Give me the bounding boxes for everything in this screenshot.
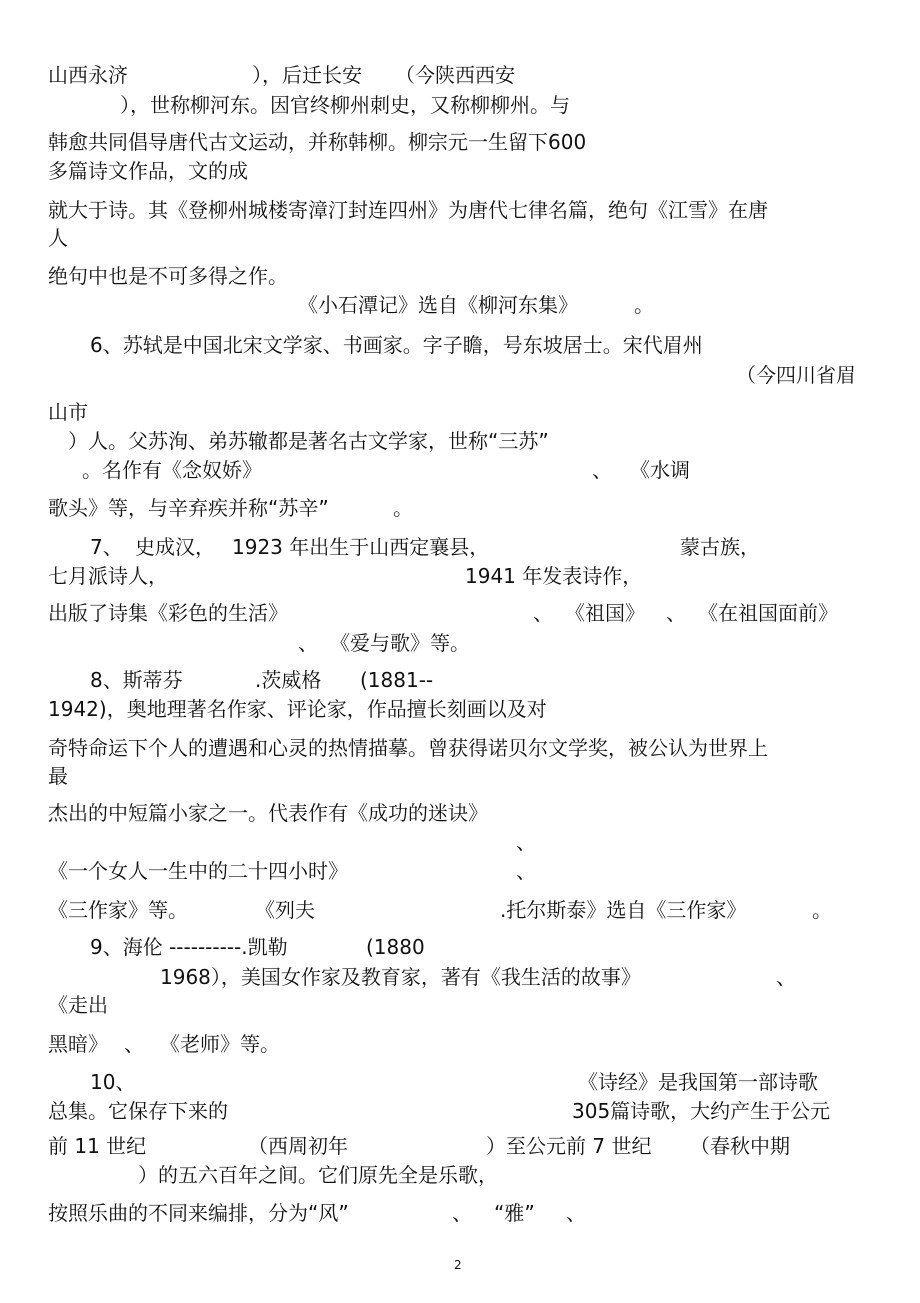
text-line: 出版了诗集《彩色的生活》 bbox=[48, 601, 288, 625]
text-line: 6、苏轼是中国北宋文学家、书画家。字子瞻，号东坡居士。宋代眉州 bbox=[90, 333, 703, 357]
text-line: 、 bbox=[452, 1201, 472, 1225]
text-line: 就大于诗。其《登柳州城楼寄漳汀封连四州》为唐代七律名篇，绝句《江雪》在唐 bbox=[48, 198, 768, 222]
text-line: （今四川省眉 bbox=[736, 363, 856, 387]
text-line: 、 bbox=[124, 1032, 144, 1056]
text-line: ）至公元前 7 世纪 bbox=[486, 1134, 652, 1158]
text-line: (1880 bbox=[366, 935, 425, 959]
text-line: 《三作家》等。 bbox=[48, 898, 188, 922]
text-line: 、 bbox=[298, 631, 318, 655]
text-line: 1941 年发表诗作， bbox=[465, 564, 643, 588]
text-line: 10、 bbox=[90, 1070, 136, 1094]
page-number: 2 bbox=[454, 1258, 462, 1272]
text-line: 最 bbox=[48, 764, 68, 788]
text-line: 按照乐曲的不同来编排，分为“风” bbox=[48, 1201, 349, 1225]
text-line: 、 bbox=[516, 859, 536, 883]
text-line: 7、 bbox=[90, 535, 123, 559]
text-line: 1923 年出生于山西定襄县， bbox=[232, 535, 490, 559]
text-line: ）的五六百年之间。它们原先全是乐歌， bbox=[138, 1163, 498, 1187]
text-line: 、 bbox=[516, 830, 536, 854]
text-line: 《在祖国面前》 bbox=[698, 601, 838, 625]
text-line: 、 bbox=[776, 965, 796, 989]
text-line: 《老师》等。 bbox=[160, 1032, 280, 1056]
text-line: 、 bbox=[566, 1201, 586, 1225]
text-line: 歌头》等，与辛弃疾并称“苏辛” bbox=[48, 496, 329, 520]
text-line: “雅” bbox=[494, 1201, 535, 1225]
text-line: 蒙古族， bbox=[680, 535, 760, 559]
text-line: 《爱与歌》等。 bbox=[330, 631, 470, 655]
text-line: 。 bbox=[393, 496, 413, 520]
text-line: 《水调 bbox=[630, 458, 690, 482]
text-line: (1881-- bbox=[360, 668, 434, 692]
text-line: （西周初年 bbox=[248, 1134, 348, 1158]
text-line: 1942)，奥地理著名作家、评论家，作品擅长刻画以及对 bbox=[48, 697, 547, 721]
text-line: 奇特命运下个人的遭遇和心灵的热情描摹。曾获得诺贝尔文学奖，被公认为世界上 bbox=[48, 736, 768, 760]
text-line: 。 bbox=[812, 898, 832, 922]
text-line: 《小石潭记》选自《柳河东集》 bbox=[298, 293, 578, 317]
text-line: 1968），美国女作家及教育家，著有《我生活的故事》 bbox=[160, 965, 641, 989]
text-line: 《走出 bbox=[48, 993, 108, 1017]
text-line: 、 bbox=[592, 458, 612, 482]
text-line: 山西永济 bbox=[48, 63, 128, 87]
text-line: 305篇诗歌，大约产生于公元 bbox=[572, 1099, 831, 1123]
text-line: 人 bbox=[48, 226, 68, 250]
text-line: 《一个女人一生中的二十四小时》 bbox=[48, 859, 348, 883]
text-line: 9、海伦 ----------.凯勒 bbox=[90, 935, 288, 959]
text-line: ），世称柳河东。因官终柳州刺史，又称柳柳州。与 bbox=[120, 93, 570, 117]
text-line: 。名作有《念奴娇》 bbox=[82, 458, 262, 482]
text-line: ）人。父苏洵、弟苏辙都是著名古文学家，世称“三苏” bbox=[68, 429, 549, 453]
text-line: 《诗经》是我国第一部诗歌 bbox=[578, 1070, 818, 1094]
text-line: 韩愈共同倡导唐代古文运动，并称韩柳。柳宗元一生留下600 bbox=[48, 130, 587, 154]
text-line: 七月派诗人， bbox=[48, 564, 168, 588]
text-line: ），后迁长安 bbox=[252, 63, 362, 87]
text-line: .托尔斯泰》选自《三作家》 bbox=[500, 898, 747, 922]
text-line: 黑暗》 bbox=[48, 1032, 108, 1056]
text-line: 前 11 世纪 bbox=[48, 1134, 147, 1158]
text-line: 8、斯蒂芬 bbox=[90, 668, 183, 692]
text-line: 杰出的中短篇小家之一。代表作有《成功的迷诀》 bbox=[48, 801, 488, 825]
text-line: 史成汉， bbox=[135, 535, 215, 559]
text-line: 。 bbox=[634, 293, 654, 317]
text-line: .茨威格 bbox=[255, 668, 322, 692]
text-line: 绝句中也是不可多得之作。 bbox=[48, 264, 288, 288]
text-line: 、 bbox=[533, 601, 553, 625]
text-line: 总集。它保存下来的 bbox=[48, 1099, 228, 1123]
text-line: 《列夫 bbox=[255, 898, 315, 922]
text-line: 《祖国》 bbox=[565, 601, 645, 625]
text-line: （春秋中期 bbox=[690, 1134, 790, 1158]
text-line: 山市 bbox=[48, 400, 88, 424]
text-line: 多篇诗文作品，文的成 bbox=[48, 159, 248, 183]
text-line: 、 bbox=[666, 601, 686, 625]
text-line: （今陕西西安 bbox=[395, 63, 515, 87]
